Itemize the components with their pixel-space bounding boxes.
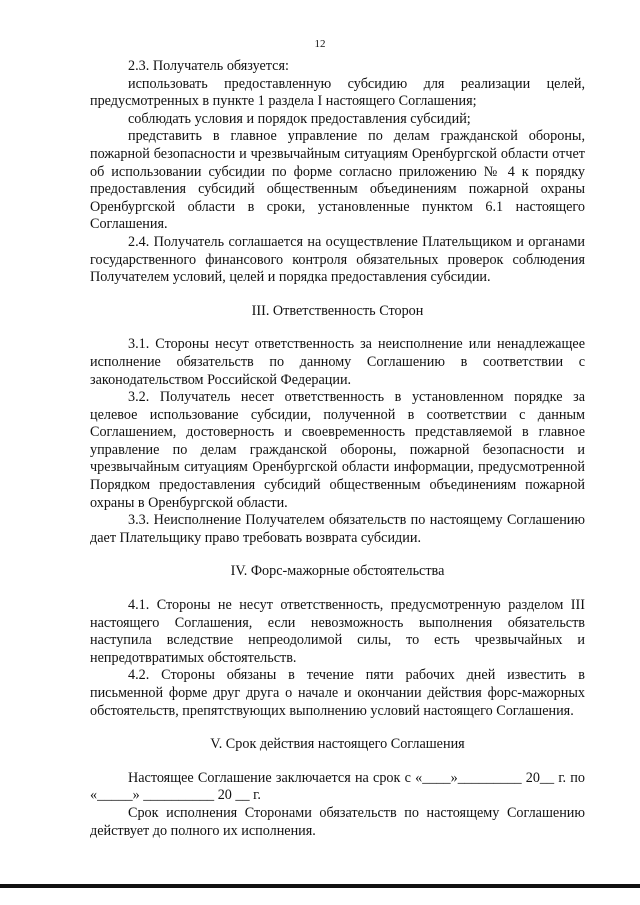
clause-3-1: 3.1. Стороны несут ответственность за неисполнение или ненадлежащее исполнение обязательств по данному Соглашению в соответствии с законодательством Российской Федерации. bbox=[90, 336, 585, 388]
clause-2-4: 2.4. Получатель соглашается на осуществление Плательщиком и органами государственного финансового контроля обязательных проверок соблюдения Получателем условий, целей и порядка предоставления субсидии. bbox=[90, 233, 585, 286]
section-5-heading: V. Срок действия настоящего Соглашения bbox=[210, 736, 465, 753]
clause-2-3-item-use-subsidy: использовать предоставленную субсидию для реализации целей, предусмотренных в пункте 1 раздела I настоящего Соглашения; bbox=[90, 75, 585, 110]
document-body bbox=[90, 58, 585, 840]
clause-3-2: 3.2. Получатель несет ответственность в установленном порядке за целевое использование субсидии, полученной в соответствии с данным Соглашением, достоверность и своевременность представляемой в главное управление по делам гражданской обороны, пожарной безопасности и чрезвычайным ситуациям Оренбургской области информации, предусмотренной Порядком предоставления субсидий общественным объединениям пожарной охраны в Оренбургской области. bbox=[90, 389, 585, 511]
clause-4-2: 4.2. Стороны обязаны в течение пяти рабочих дней известить в письменной форме друг друга о начале и окончании действия форс-мажорных обстоятельств, препятствующих выполнению условий настоящего Соглашения. bbox=[90, 667, 585, 719]
clause-3-3: 3.3. Неисполнение Получателем обязательств по настоящему Соглашению дает Плательщику право требовать возврата субсидии. bbox=[90, 512, 585, 546]
clause-4-1: 4.1. Стороны не несут ответственность, предусмотренную разделом III настоящего Соглашения, если невозможность выполнения обязательств наступила вследствие непреодолимой силы, то есть чрезвычайных и непредотвратимых обстоятельств. bbox=[90, 597, 585, 666]
clause-2-3-item-report: представить в главное управление по делам гражданской обороны, пожарной безопасности и чрезвычайным ситуациям Оренбургской области отчет об использовании субсидии по форме согласно приложению № 4 к порядку предоставления субсидий общественным объединениям пожарной охраны Оренбургской области в сроки, установленные пунктом 6.1 настоящего Соглашения. bbox=[90, 128, 585, 233]
clause-2-3-item-comply: соблюдать условия и порядок предоставления субсидий; bbox=[128, 110, 471, 127]
section-4-heading: IV. Форс-мажорные обстоятельства bbox=[230, 563, 445, 580]
section-3-heading: III. Ответственность Сторон bbox=[251, 302, 424, 319]
bottom-rule bbox=[0, 884, 640, 888]
execution-clause: Срок исполнения Сторонами обязательств по настоящему Соглашению действует до полного их исполнения. bbox=[90, 804, 585, 839]
term-clause: Настоящее Соглашение заключается на срок с «____»_________ 20__ г. по «_____» __________ 20 __ г. bbox=[90, 769, 585, 804]
clause-2-3-heading: 2.3. Получатель обязуется: bbox=[128, 58, 289, 74]
page-number: 12 bbox=[314, 38, 326, 50]
